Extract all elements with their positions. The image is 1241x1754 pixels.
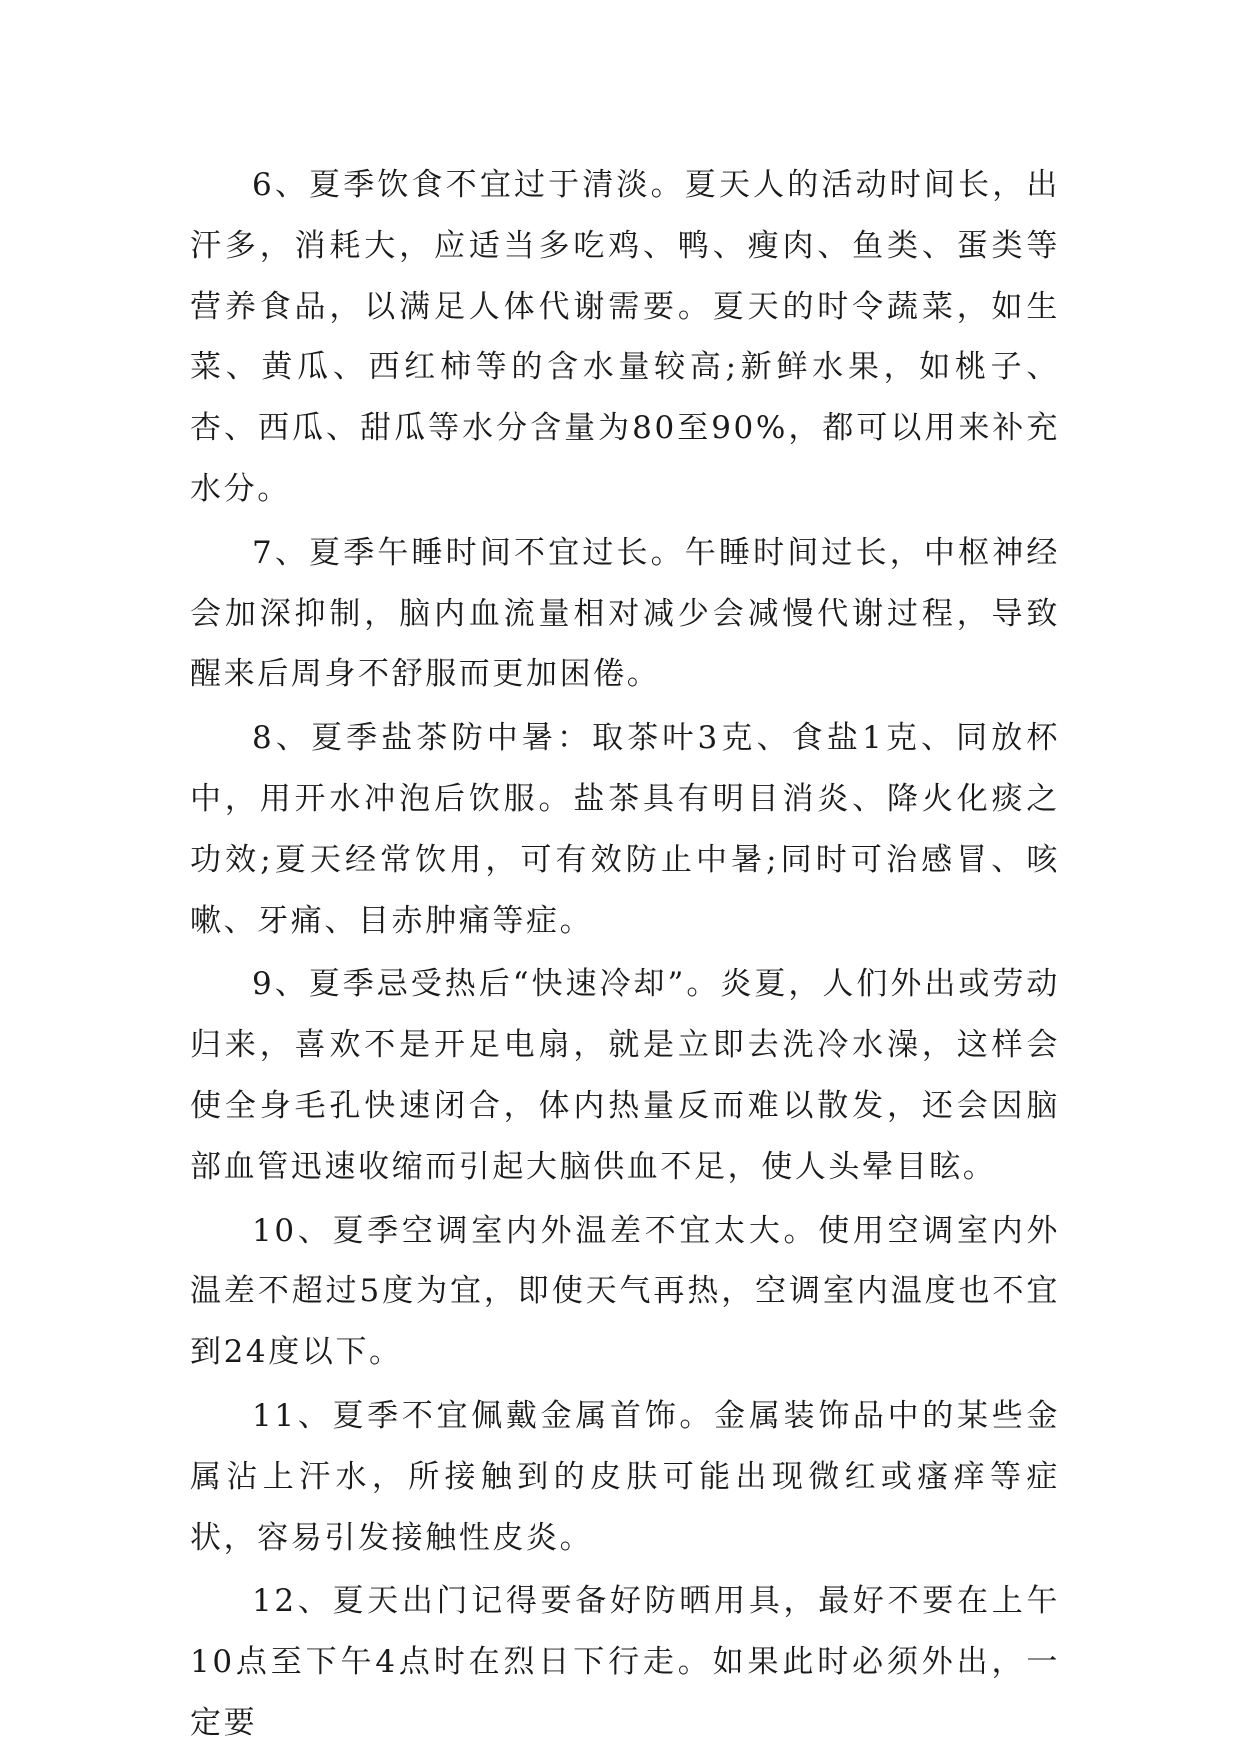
paragraph-8-salt-tea: 8、夏季盐茶防中暑：取茶叶3克、食盐1克、同放杯中，用开水冲泡后饮服。盐茶具有明目消炎、降火化痰之功效;夏天经常饮用，可有效防止中暑;同时可治感冒、咳嗽、牙痛、目赤肿痛等症。 xyxy=(190,720,1060,939)
paragraph-7-nap-duration: 7、夏季午睡时间不宜过长。午睡时间过长，中枢神经会加深抑制，脑内血流量相对减少会减慢代谢过程，导致醒来后周身不舒服而更加困倦。 xyxy=(190,534,1060,693)
paragraph-10-air-conditioning: 10、夏季空调室内外温差不宜太大。使用空调室内外温差不超过5度为宜，即使天气再热，空调室内温度也不宜到24度以下。 xyxy=(190,1212,1060,1371)
paragraph-6-summer-diet: 6、夏季饮食不宜过于清淡。夏天人的活动时间长，出汗多，消耗大，应适当多吃鸡、鸭、瘦肉、鱼类、蛋类等营养食品，以满足人体代谢需要。夏天的时令蔬菜，如生菜、黄瓜、西红柿等的含水量较高;新鲜水果，如桃子、杏、西瓜、甜瓜等水分含量为80至90%，都可以用来补充水分。 xyxy=(190,167,1060,507)
paragraph-12-sun-protection: 12、夏天出门记得要备好防晒用具，最好不要在上午10点至下午4点时在烈日下行走。如果此时必须外出，一定要 xyxy=(190,1583,1060,1741)
document-body xyxy=(190,155,1060,1754)
paragraph-9-rapid-cooling: 9、夏季忌受热后“快速冷却”。炎夏，人们外出或劳动归来，喜欢不是开足电扇，就是立即去洗冷水澡，这样会使全身毛孔快速闭合，体内热量反而难以散发，还会因脑部血管迅速收缩而引起大脑供血不足，使人头晕目眩。 xyxy=(190,966,1060,1185)
paragraph-11-metal-jewelry: 11、夏季不宜佩戴金属首饰。金属装饰品中的某些金属沾上汗水，所接触到的皮肤可能出现微红或瘙痒等症状，容易引发接触性皮炎。 xyxy=(190,1397,1060,1556)
